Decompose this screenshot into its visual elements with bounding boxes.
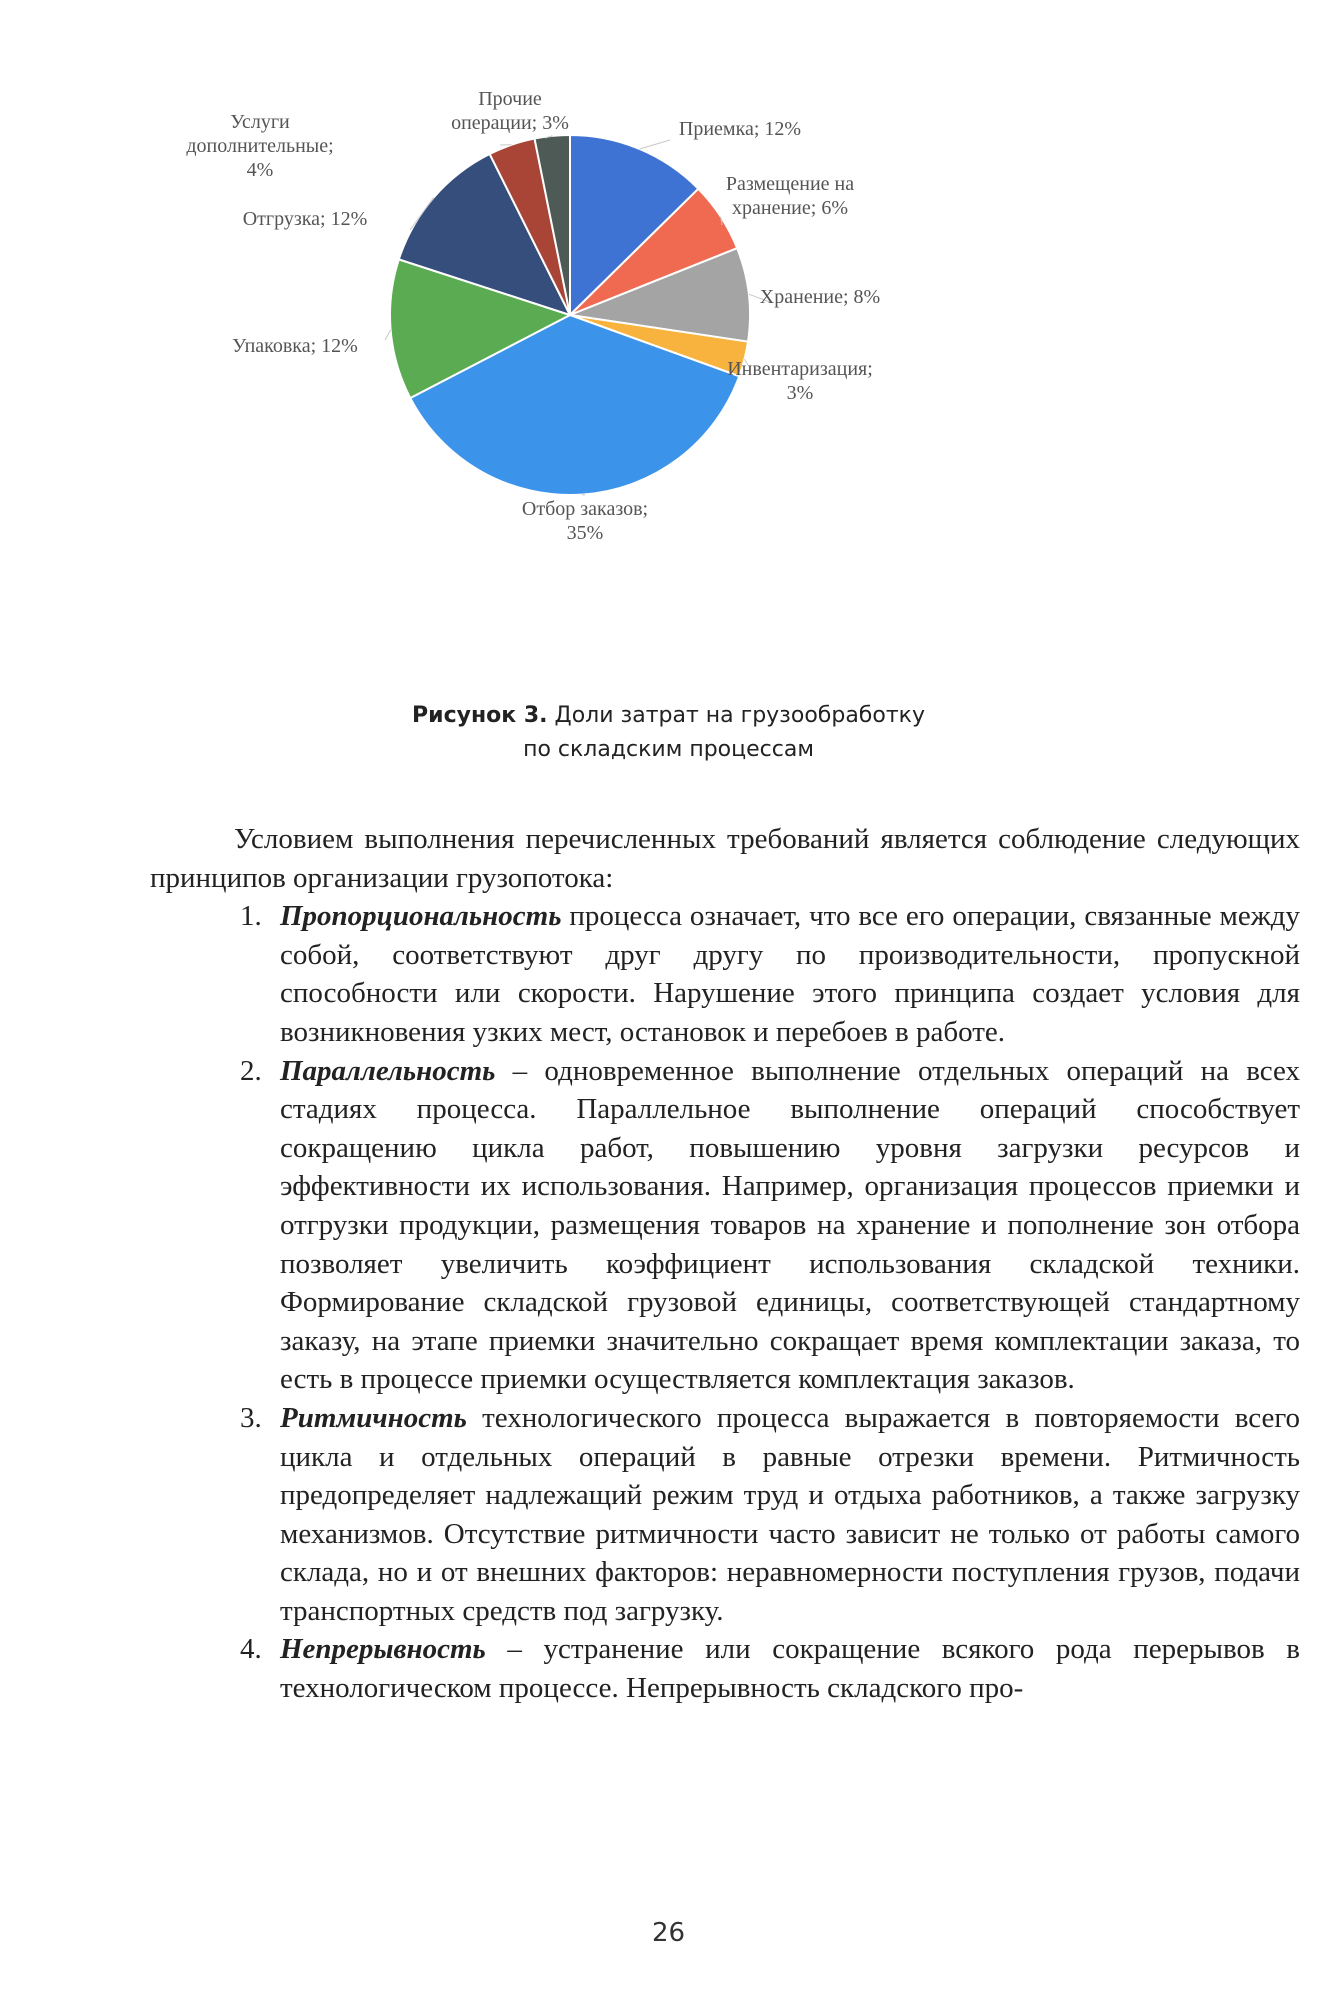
list-item-text: технологического процесса выражается в повторяемости всего цикла и отдельных операций в равные отрезки времени. Ритмичность предопределяет надлежащий режим труд и отдыха работников, а также загрузку механизмов. Отсутствие ритмичности часто зависит не только от работы самого склада, но и от внешних факторов: неравномерности поступления грузов, подачи транспортных средств под загрузку. bbox=[280, 1401, 1300, 1627]
list-item bbox=[150, 1399, 1300, 1631]
list-item-text: – устранение или сокращение всякого рода перерывов в технологическом процессе. Непрерывность складского про- bbox=[280, 1633, 1300, 1705]
figure-caption-line2: по складским процессам bbox=[523, 737, 814, 762]
data-label: Прочие операции; 3% bbox=[451, 88, 569, 134]
figure-caption-label: Рисунок 3. bbox=[412, 703, 548, 728]
list-item bbox=[150, 1052, 1300, 1399]
list-item bbox=[150, 1630, 1300, 1707]
pie-chart bbox=[186, 88, 1140, 700]
data-label: Размещение на хранение; 6% bbox=[725, 173, 855, 219]
list-item-term: Непрерывность bbox=[280, 1633, 486, 1666]
data-label: Хранение; 8% bbox=[759, 286, 881, 308]
list-item bbox=[150, 897, 1300, 1051]
list-item-number: 3. bbox=[240, 1401, 262, 1434]
data-label: Отгрузка; 12% bbox=[242, 208, 368, 230]
data-label: Упаковка; 12% bbox=[232, 335, 358, 357]
list-item-term: Параллельность bbox=[280, 1054, 496, 1087]
list-item-number: 4. bbox=[240, 1633, 262, 1666]
body-text bbox=[150, 820, 1300, 1708]
page-number: 26 bbox=[651, 1918, 686, 1948]
figure-caption-line1: Доли затрат на грузообработку bbox=[547, 703, 925, 728]
data-label: Услуги дополнительные; 4% bbox=[186, 111, 334, 181]
leader-line bbox=[640, 140, 670, 149]
list-item-term: Пропорциональность bbox=[280, 900, 562, 933]
list-item-number: 2. bbox=[240, 1054, 262, 1087]
data-label: Отбор заказов; 35% bbox=[521, 498, 649, 544]
figure-caption bbox=[0, 700, 1337, 732]
list-item-text: – одновременное выполнение отдельных операций на всех стадиях процесса. Параллельное выполнение операций способствует сокращению цикла работ, повышению уровня загрузки ресурсов и эффективности их использования. Например, организация процессов приемки и отгрузки продукции, размещения товаров на хранение и пополнение зон отбора позволяет увеличить коэффициент использования складской техники. Формирование складской грузовой единицы, соответствующей стандартному заказу, на этапе приемки значительно сокращает время комплектации заказа, то есть в процессе приемки осуществляется комплектация заказов. bbox=[280, 1054, 1300, 1396]
data-label: Приемка; 12% bbox=[678, 118, 802, 140]
leader-line bbox=[385, 330, 391, 340]
list-item-text: процесса означает, что все его операции, связанные между собой, соответствуют друг другу по производительности, пропускной способности или скорости. Нарушение этого принципа создает условия для возникновения узких мест, остановок и перебоев в работе. bbox=[280, 900, 1300, 1048]
intro-paragraph: Условием выполнения перечисленных требований является соблюдение следующих принципов организации грузопотока: bbox=[150, 823, 1300, 894]
list-item-number: 1. bbox=[240, 900, 262, 933]
data-label: Инвентаризация; 3% bbox=[727, 358, 873, 404]
list-item-term: Ритмичность bbox=[280, 1401, 467, 1434]
